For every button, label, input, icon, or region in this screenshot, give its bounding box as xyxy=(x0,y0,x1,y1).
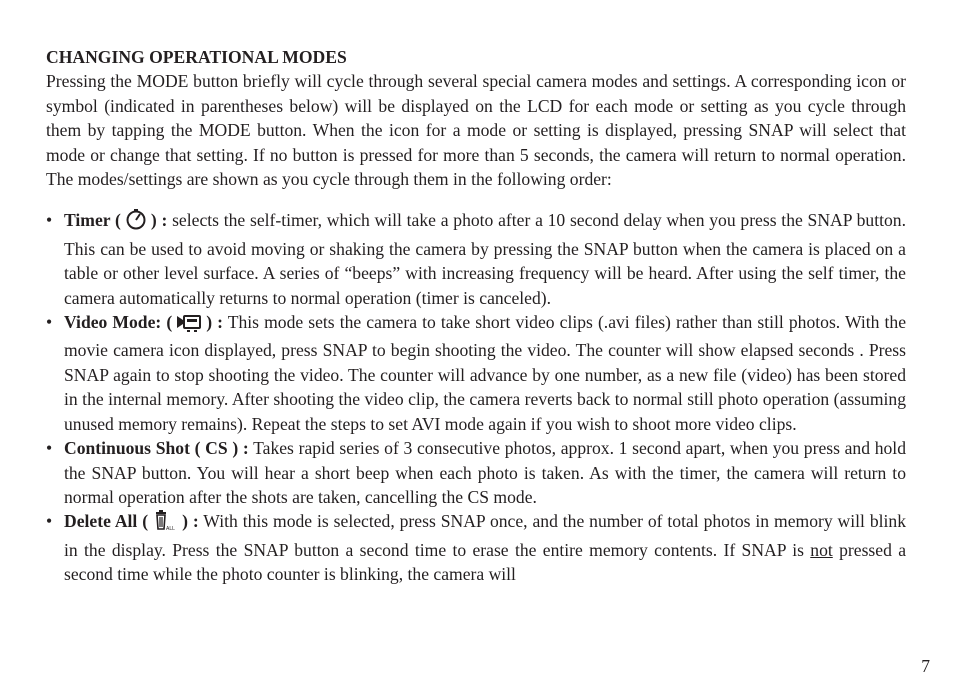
section-heading: CHANGING OPERATIONAL MODES xyxy=(46,47,347,67)
delete-all-description-end: pressed a second time while the photo counter is blinking, the camera will xyxy=(64,539,907,585)
delete-all-icon xyxy=(152,509,178,537)
continuous-shot-description: Takes rapid series of 3 consecutive photos, approx. 1 second apart, when you press and hold the SNAP button. You will hear a short beep when each photo is taken. As with the timer, the camera will return to normal operation after the shots are taken, cancelling the CS mode. xyxy=(64,438,906,507)
delete-all-term-open: Delete All ( xyxy=(64,511,149,532)
video-term-open: Video Mode: ( xyxy=(64,312,173,333)
list-item-video-mode xyxy=(46,310,906,436)
emphasis-not: not xyxy=(810,539,833,560)
delete-all-term-close: ) : xyxy=(182,511,199,532)
video-description: This mode sets the camera to take short video clips (.avi files) rather than still photos. With the movie camera icon displayed, press SNAP to begin shooting the video. The counter will show elapsed seconds . Press SNAP again to stop shooting the video. The counter will advance by one number, as a new file (video) has been stored in the internal memory. After shooting the video clip, the camera reverts back to normal still photo operation (assuming unused memory remains). Repeat the steps to set AVI mode again if you wish to shoot more video clips. xyxy=(64,312,906,434)
timer-term-open: Timer ( xyxy=(64,210,121,231)
intro-paragraph: Pressing the MODE button briefly will cycle through several special camera modes and settings. A corresponding icon or symbol (indicated in parentheses below) will be displayed on the LCD for each mode or setting as you cycle through them by tapping the MODE button. When the icon for a mode or setting is displayed, pressing SNAP will select that mode or change that setting. If no button is pressed for more than 5 seconds, the camera will return to normal operation. The modes/settings are shown as you cycle through them in the following order: xyxy=(46,71,906,190)
continuous-shot-term: Continuous Shot ( CS ) : xyxy=(64,438,249,459)
list-item-delete-all xyxy=(46,509,906,586)
video-camera-icon xyxy=(176,312,202,338)
mode-list xyxy=(46,208,906,586)
svg-text:ALL: ALL xyxy=(166,526,175,532)
page-number: 7 xyxy=(921,656,930,676)
delete-all-description-start: With this mode is selected, press SNAP once, and the number of total photos in memory will blink in the display. Press the SNAP button a second time to erase the entire memory contents. If SNAP is xyxy=(64,511,907,560)
timer-term-close: ) : xyxy=(150,210,168,231)
timer-description: selects the self-timer, which will take a photo after a 10 second delay when you press the SNAP button. This can be used to avoid moving or shaking the camera by pressing the SNAP button when the camera is placed on a table or other level surface. A series of “beeps” with increasing frequency will be heard. After using the self timer, the camera automatically returns to normal operation (timer is canceled). xyxy=(64,210,906,308)
list-item-timer xyxy=(46,208,906,310)
list-item-continuous-shot xyxy=(46,436,906,509)
timer-icon xyxy=(125,208,147,236)
manual-page xyxy=(46,45,906,587)
video-term-close: ) : xyxy=(206,312,223,333)
